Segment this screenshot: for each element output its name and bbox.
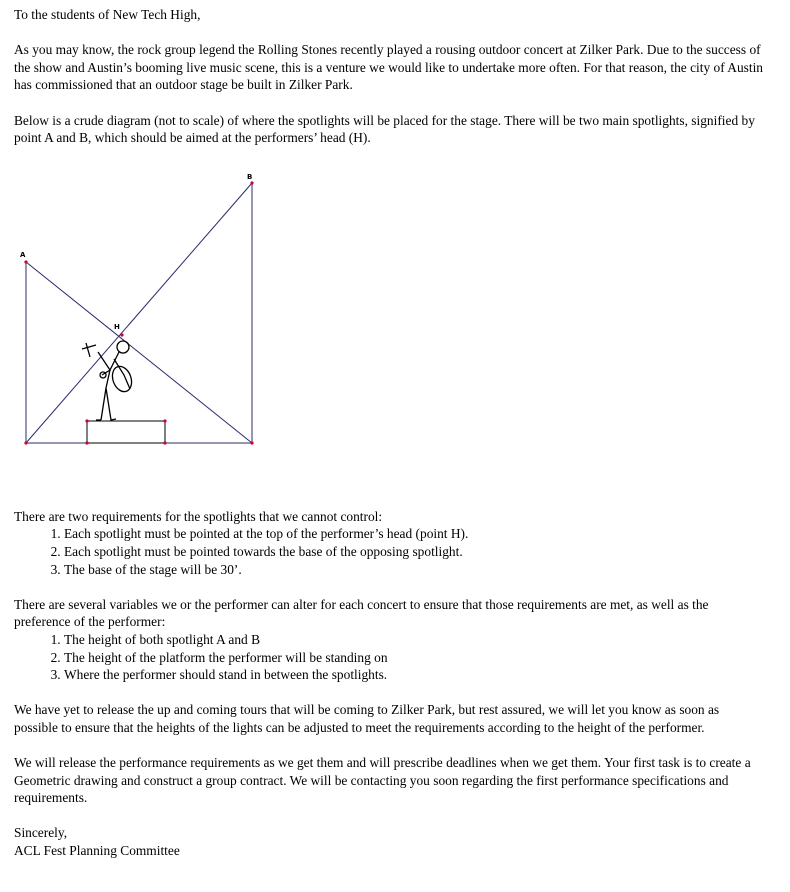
- requirement-item: 3. The base of the stage will be 30’.: [64, 561, 766, 579]
- point-a: [24, 260, 27, 263]
- variable-item: 1. The height of both spotlight A and B: [64, 631, 766, 649]
- variable-item: 3. Where the performer should stand in between the spotlights.: [64, 666, 766, 684]
- point-platform-br: [163, 441, 166, 444]
- label-h: H: [114, 322, 120, 331]
- beam-b: [26, 183, 252, 443]
- requirements-list: [14, 525, 766, 578]
- point-platform-bl: [85, 441, 88, 444]
- point-b: [250, 181, 253, 184]
- requirements-intro: There are two requirements for the spotlights that we cannot control:: [14, 508, 383, 524]
- label-b: B: [247, 172, 253, 181]
- requirements-release-paragraph: We will release the performance requirements as we get them and will prescribe deadlines when we get them. Your first task is to create a Geometric drawing and construct a group contract. We will be contacting you soon regarding the first performance specifications and requirements.: [14, 755, 751, 806]
- closing: Sincerely,: [14, 825, 68, 841]
- diagram-description: Below is a crude diagram (not to scale) of where the spotlights will be placed for the stage. There will be two main spotlights, signified by point A and B, which should be aimed at the performers’ head (H).: [14, 112, 755, 146]
- requirement-item: 1. Each spotlight must be pointed at the top of the performer’s head (point H).: [64, 525, 766, 543]
- signature: ACL Fest Planning Committee: [14, 843, 180, 859]
- letter-page: [14, 6, 766, 860]
- variable-item: 2. The height of the platform the performer will be standing on: [64, 649, 766, 667]
- point-base-a: [24, 441, 27, 444]
- variables-intro: There are several variables we or the performer can alter for each concert to ensure that those requirements are met, as well as the preference of the performer:: [14, 596, 709, 630]
- beam-a: [26, 262, 252, 443]
- point-base-b: [250, 441, 253, 444]
- platform: [87, 421, 165, 443]
- spotlight-diagram: [12, 161, 282, 461]
- point-h: [120, 333, 123, 336]
- spotlight-diagram-svg: [12, 161, 282, 461]
- point-platform-tl: [85, 419, 88, 422]
- variables-list: [14, 631, 766, 684]
- performer-figure: [82, 341, 135, 420]
- requirement-item: 2. Each spotlight must be pointed towards the base of the opposing spotlight.: [64, 543, 766, 561]
- label-a: A: [20, 250, 26, 259]
- tours-paragraph: We have yet to release the up and coming tours that will be coming to Zilker Park, but rest assured, we will let you know as soon as possible to ensure that the heights of the lights can be adjusted to meet the requirements according to the height of the performer.: [14, 702, 720, 735]
- greeting: To the students of New Tech High,: [14, 7, 201, 22]
- point-platform-tr: [163, 419, 166, 422]
- intro-paragraph: As you may know, the rock group legend the Rolling Stones recently played a rousing outdoor concert at Zilker Park. Due to the success of the show and Austin’s booming live music scene, this is a venture we would like to undertake more often. For that reason, the city of Austin has commissioned that an outdoor stage be built in Zilker Park.: [14, 42, 763, 93]
